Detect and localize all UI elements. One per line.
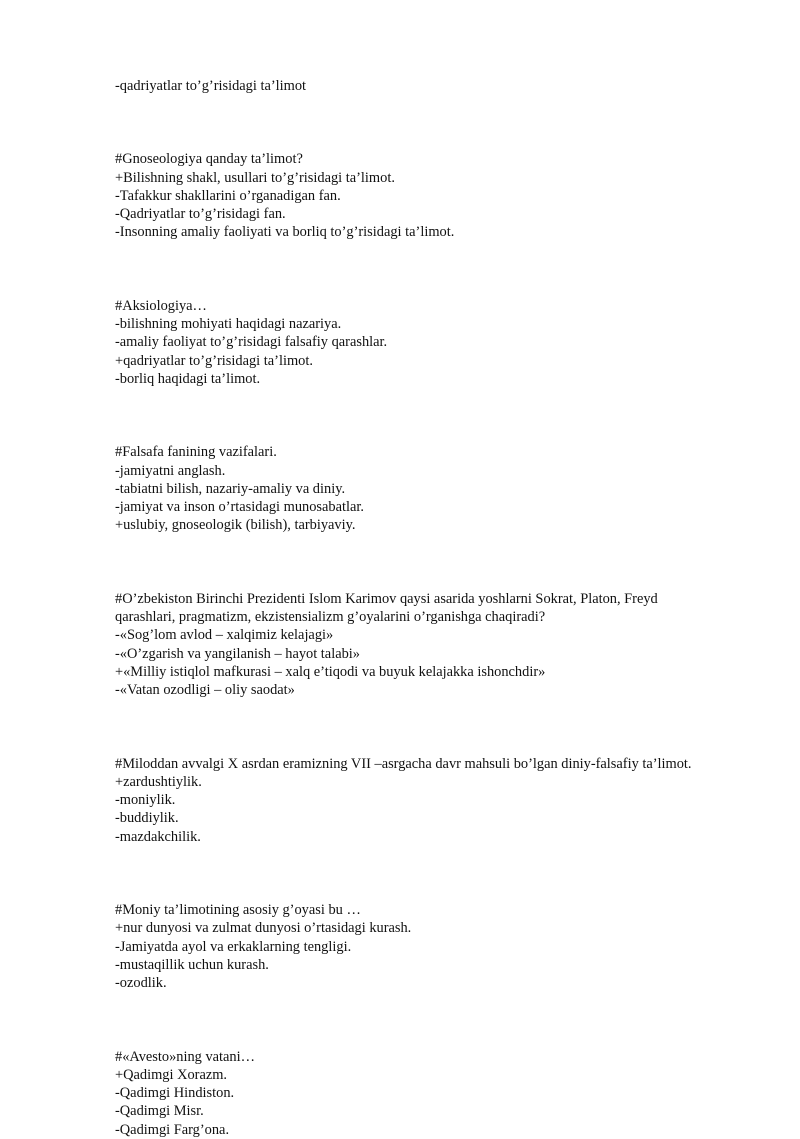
answer-option: -Jamiyatda ayol va erkaklarning tengligi. — [115, 938, 352, 955]
answer-option: -Tafakkur shakllarini o’rganadigan fan. — [115, 187, 341, 204]
answer-option: -amaliy faoliyat to’g’risidagi falsafiy qarashlar. — [115, 334, 388, 351]
answer-option: +nur dunyosi va zulmat dunyosi o’rtasidagi kurash. — [115, 920, 412, 937]
question-block-4 — [115, 590, 715, 700]
answer-option: -mazdakchilik. — [115, 828, 201, 845]
answer-option: -«Vatan ozodligi – oliy saodat» — [115, 682, 295, 699]
question-text: #Gnoseologiya qanday ta’limot? — [115, 151, 303, 168]
question-text: #Moniy ta’limotining asosiy g’oyasi bu … — [115, 902, 361, 919]
question-text: #Miloddan avvalgi X asrdan eramizning VII –asrgacha davr mahsuli bo’lgan diniy-falsafiy ta’limot. — [115, 755, 692, 772]
question-text: #O’zbekiston Birinchi Prezidenti Islom Karimov qaysi asarida yoshlarni Sokrat, Platon, Freyd qarashlari, pragmatizm, ekzistensializm g’oyalarini o’rganishga chaqiradi? — [115, 590, 662, 626]
question-block-7 — [115, 1048, 715, 1139]
answer-option: +Bilishning shakl, usullari to’g’risidagi ta’limot. — [115, 169, 395, 186]
answer-option: -jamiyatni anglash. — [115, 462, 226, 479]
answer-option: -jamiyat va inson o’rtasidagi munosabatlar. — [115, 499, 364, 516]
question-block-2 — [115, 297, 715, 388]
answer-option: +Qadimgi Xorazm. — [115, 1066, 228, 1083]
answer-option: -Qadimgi Misr. — [115, 1103, 204, 1120]
answer-option: -tabiatni bilish, nazariy-amaliy va diniy. — [115, 480, 346, 497]
answer-option: -ozodlik. — [115, 975, 167, 992]
answer-option: -Insonning amaliy faoliyati va borliq to’g’risidagi ta’limot. — [115, 224, 455, 241]
answer-option: -Qadriyatlar to’g’risidagi fan. — [115, 206, 286, 223]
answer-option: -Qadimgi Farg’ona. — [115, 1121, 230, 1138]
document-body — [115, 77, 715, 1139]
question-text: #«Avesto»ning vatani… — [115, 1048, 256, 1065]
answer-option: -mustaqillik uchun kurash. — [115, 956, 269, 973]
answer-option: -moniylik. — [115, 792, 176, 809]
answer-option: +«Milliy istiqlol mafkurasi – xalq e’tiqodi va buyuk kelajakka ishonchdir» — [115, 663, 546, 680]
question-block-5 — [115, 755, 715, 846]
answer-option: -«O’zgarish va yangilanish – hayot talabi» — [115, 645, 360, 662]
question-block-3 — [115, 443, 715, 534]
question-block-1 — [115, 150, 715, 241]
answer-option: -bilishning mohiyati haqidagi nazariya. — [115, 316, 342, 333]
question-text: #Falsafa fanining vazifalari. — [115, 444, 277, 461]
answer-option: +qadriyatlar to’g’risidagi ta’limot. — [115, 352, 313, 369]
answer-option: -«Sog’lom avlod – xalqimiz kelajagi» — [115, 627, 334, 644]
answer-option: +zardushtiylik. — [115, 773, 202, 790]
question-text: #Aksiologiya… — [115, 297, 207, 314]
question-block-6 — [115, 901, 715, 992]
answer-option: -buddiylik. — [115, 810, 179, 827]
answer-option: +uslubiy, gnoseologik (bilish), tarbiyaviy. — [115, 517, 356, 534]
intro-line: -qadriyatlar to’g’risidagi ta’limot — [115, 78, 307, 94]
answer-option: -borliq haqidagi ta’limot. — [115, 370, 261, 387]
answer-option: -Qadimgi Hindiston. — [115, 1085, 235, 1102]
